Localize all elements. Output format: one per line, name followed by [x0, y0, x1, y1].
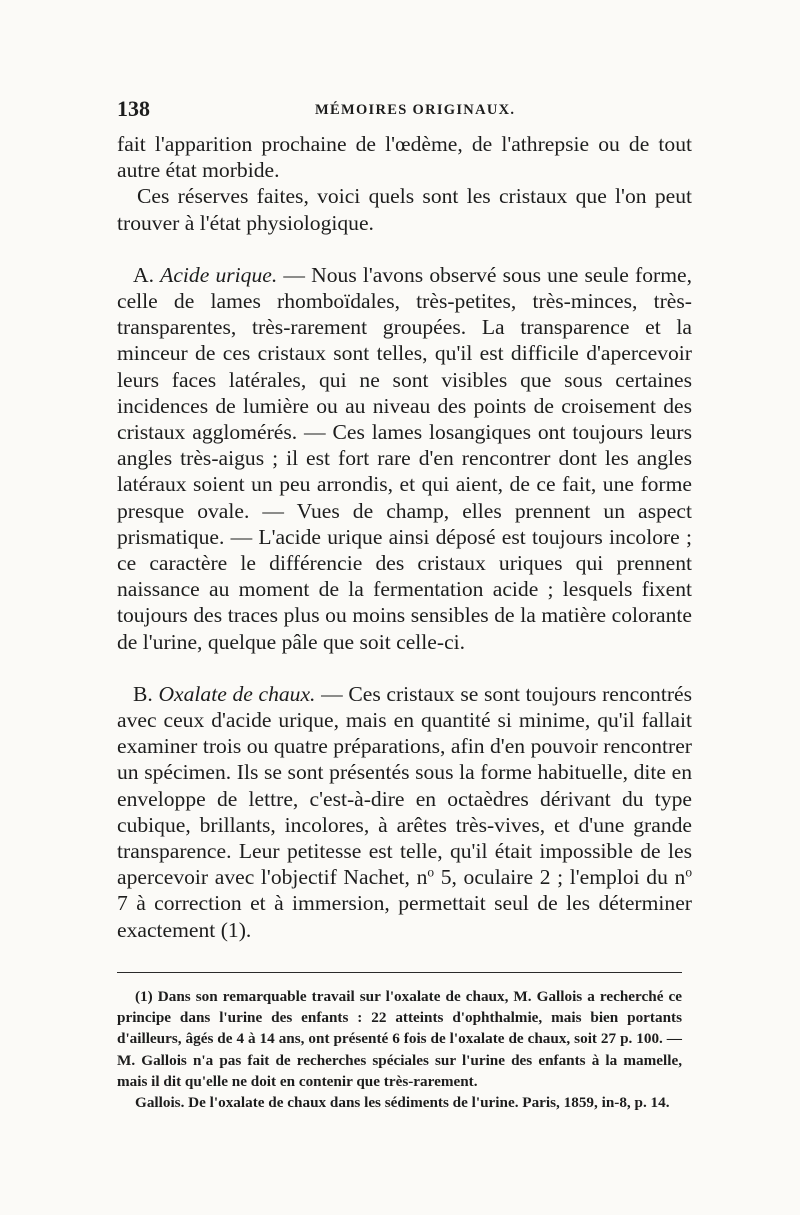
- section-b-text-1: — Ces cristaux se sont toujours rencontrés avec ceux d'acide urique, mais en quantité si minime, qu'il fallait examiner trois ou quatre préparations, afin d'en pouvoir rencontrer un spécimen. Ils se sont présentés sous la forme habituelle, dite en enveloppe de lettre, c'est-à-dire en octaèdres dérivant du type cubique, brillants, incolores, à arêtes très-vives, et d'une grande transparence. Leur petitesse est telle, qu'il était impossible de les apercevoir avec l'objectif Nachet, n: [117, 681, 693, 890]
- section-acide-urique: [117, 262, 692, 655]
- body-text: [117, 131, 692, 943]
- footnote-text: [117, 986, 682, 1092]
- page-header: [117, 96, 692, 126]
- page-number: 138: [117, 96, 150, 121]
- numero-superscript-1: o: [427, 864, 435, 880]
- section-oxalate-de-chaux: [117, 681, 692, 943]
- running-head: MÉMOIRES ORIGINAUX.: [315, 102, 516, 118]
- section-b-text-3: 7 à correction et à immersion, permettait seul de les déterminer exactement: [117, 891, 692, 942]
- section-b-marker: B.: [133, 681, 159, 706]
- section-a-text: — Nous l'avons observé sous une seule forme, celle de lames rhomboïdales, très-petites, très-minces, très-transparentes, très-rarement groupées. La transparence et la minceur de ces cristaux sont telles, qu'il est difficile d'apercevoir leurs faces latérales, qui ne sont visibles que sous certaines incidences de lumière ou au niveau des points de croisement des cristaux agglomérés. — Ces lames losangiques ont toujours leurs angles très-aigus ; il est fort rare d'en rencontrer dont les angles latéraux soient un peu arrondis, et qui aient, de ce fait, une forme presque ovale. — Vues de champ, elles prennent un aspect prismatique. — L'acide urique ainsi déposé est toujours incolore ; ce caractère le différencie des cristaux uriques qui prennent naissance au moment de la fermentation acide ; lesquels fixent toujours des traces plus ou moins sensibles de la matière colorante de l'urine, quelque pâle que soit celle-ci.: [117, 262, 692, 654]
- footnote-marker: (1): [135, 988, 158, 1005]
- footnote-divider: [117, 972, 682, 973]
- section-a-title: Acide urique.: [160, 262, 278, 287]
- footnote-body: Dans son remarquable travail sur l'oxalate de chaux, M. Gallois a recherché ce principe dans l'urine des enfants : 22 atteints d'ophthalmie, mais bien portants d'ailleurs, âgés de 4 à 14 ans, ont présenté 6 fois de l'oxalate de chaux, soit 27 p. 100. — M. Gallois n'a pas fait de recherches spéciales sur l'urine des enfants à la mamelle, mais il dit qu'elle ne doit en contenir que très-rarement.: [117, 988, 682, 1090]
- paragraph-continuation: fait l'apparition prochaine de l'œdème, de l'athrepsie ou de tout autre état morbide.: [117, 132, 692, 183]
- footnote: [117, 986, 682, 1113]
- footnote-reference: Gallois. De l'oxalate de chaux dans les sédiments de l'urine. Paris, 1859, in-8, p. 14.: [135, 1094, 670, 1112]
- paragraph-reserves: Ces réserves faites, voici quels sont les cristaux que l'on peut trouver à l'état physiologique.: [117, 184, 692, 235]
- numero-superscript-2: o: [685, 864, 692, 880]
- section-b-text-2: 5, oculaire 2 ; l'emploi du n: [434, 865, 686, 890]
- footnote-call: (1).: [220, 917, 252, 942]
- section-a-marker: A.: [133, 262, 161, 287]
- section-b-title: Oxalate de chaux.: [158, 681, 316, 706]
